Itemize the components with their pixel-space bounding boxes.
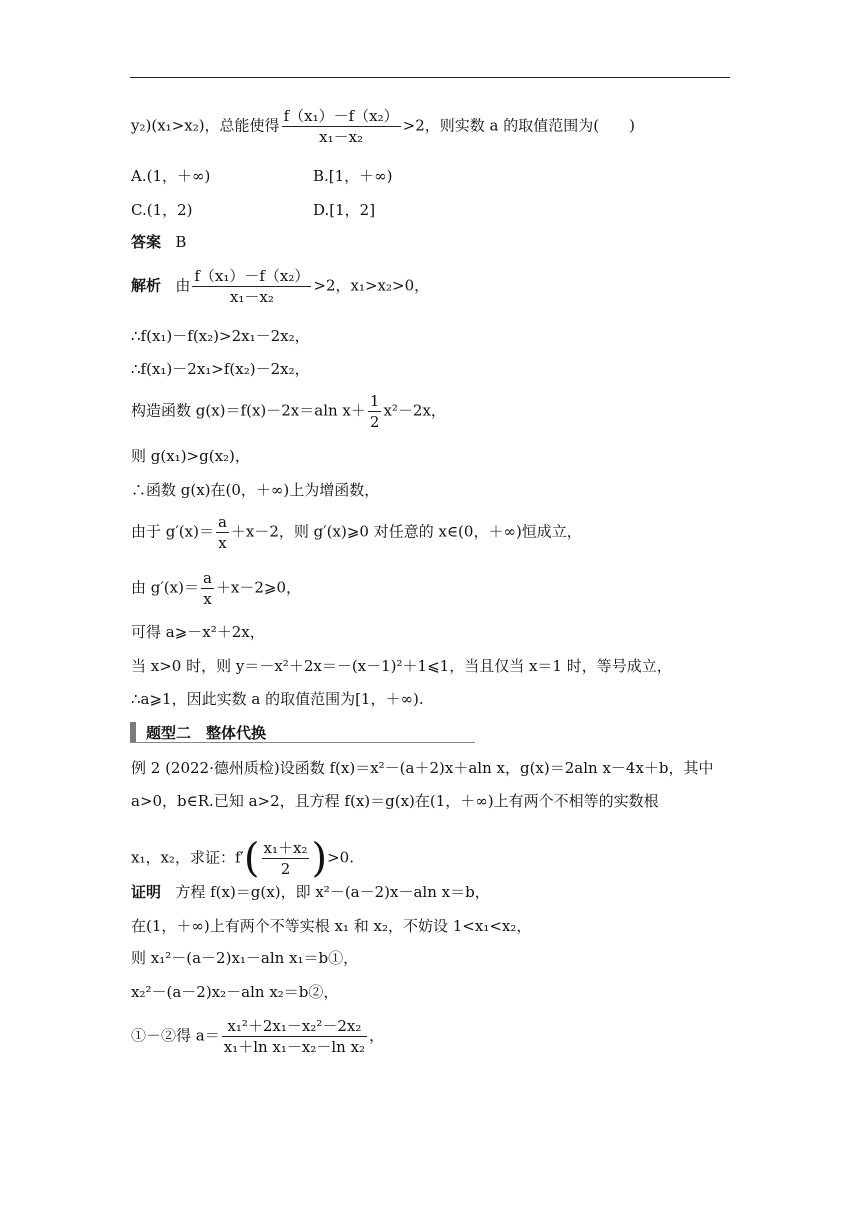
fraction-numerator: a	[202, 569, 212, 587]
left-paren: (	[243, 835, 260, 882]
header-rule	[130, 77, 730, 78]
section-title: 题型二 整体代换	[146, 724, 267, 742]
construct-line	[131, 391, 446, 432]
proof-line	[131, 1016, 384, 1057]
proof-fraction	[222, 1016, 367, 1057]
option-b: B.[1，＋∞)	[313, 167, 393, 185]
derivative-suffix: ＋x－2，则 g′(x)⩾0 对任意的 x∈(0，＋∞)恒成立，	[230, 522, 582, 541]
from-fraction	[201, 568, 214, 609]
construct-prefix: 构造函数 g(x)＝f(x)－2x＝aln x＋	[131, 401, 366, 420]
answer-line	[131, 232, 186, 252]
fraction-denominator: 2	[369, 413, 380, 431]
proof-suffix: ，	[369, 1026, 385, 1045]
proof-line: 在(1，＋∞)上有两个不等实根 x₁ 和 x₂，不妨设 1<x₁<x₂，	[131, 917, 532, 935]
answer-value: B	[175, 233, 187, 251]
from-prefix: 由 g′(x)＝	[131, 578, 199, 597]
example-fraction	[262, 838, 310, 879]
construct-suffix: x²－2x，	[383, 401, 446, 420]
fraction-numerator: a	[217, 513, 227, 531]
answer-label: 答案	[131, 233, 162, 251]
option-a: A.(1，＋∞)	[131, 167, 211, 185]
example-line: a>0，b∈R.已知 a>2，且方程 f(x)＝g(x)在(1，＋∞)上有两个不相等的实数根	[131, 792, 659, 810]
analysis-line: 可得 a⩾－x²＋2x，	[131, 623, 265, 641]
proof-line: x₂²－(a－2)x₂－aln x₂＝b②，	[131, 983, 339, 1001]
analysis-line: ∴f(x₁)－2x₁>f(x₂)－2x₂，	[131, 360, 310, 378]
fraction-denominator: x	[203, 590, 212, 608]
section-header	[130, 720, 475, 743]
option-c: C.(1，2)	[131, 201, 193, 219]
example-prefix: x₁，x₂，求证：f′	[131, 848, 244, 867]
option-d: D.[1，2]	[313, 201, 376, 219]
analysis-line: ∴函数 g(x)在(0，＋∞)上为增函数，	[131, 481, 380, 499]
derivative-line	[131, 512, 582, 553]
analysis-first-line	[131, 266, 429, 307]
proof-label: 证明	[131, 883, 162, 901]
fraction-numerator: x₁＋x₂	[263, 839, 308, 857]
problem-stem	[131, 106, 635, 147]
analysis-line: 则 g(x₁)>g(x₂)，	[131, 447, 250, 465]
analysis-tail: >2，x₁>x₂>0，	[313, 276, 430, 295]
right-paren: )	[311, 835, 328, 882]
from-derivative-line	[131, 568, 301, 609]
from-suffix: ＋x－2⩾0，	[215, 578, 302, 597]
proof-line: 则 x₁²－(a－2)x₁－aln x₁＝b①，	[131, 949, 359, 967]
example-line	[131, 835, 354, 882]
proof-line	[131, 882, 490, 902]
problem-fraction	[282, 106, 401, 147]
fraction-numerator: x₁²＋2x₁－x₂²－2x₂	[222, 1016, 367, 1037]
fraction-denominator: x₁＋ln x₁－x₂－ln x₂	[223, 1038, 366, 1056]
proof-prefix: ①－②得 a＝	[131, 1026, 220, 1045]
proof-text: 方程 f(x)＝g(x)，即 x²－(a－2)x－aln x＝b，	[175, 883, 490, 901]
analysis-lead: 由	[175, 276, 191, 295]
fraction-denominator: x	[218, 534, 227, 552]
analysis-fraction	[192, 266, 311, 307]
fraction-numerator: 1	[369, 392, 380, 410]
analysis-conclusion: ∴a⩾1，因此实数 a 的取值范围为[1，＋∞).	[131, 690, 424, 708]
example-suffix: >0.	[327, 848, 354, 867]
fraction-numerator: f（x₁）－f（x₂）	[194, 267, 310, 285]
analysis-label: 解析	[131, 276, 162, 295]
problem-stem-suffix: >2，则实数 a 的取值范围为( )	[402, 116, 635, 135]
construct-fraction	[368, 391, 382, 432]
fraction-denominator: x₁－x₂	[319, 128, 364, 146]
derivative-fraction	[216, 512, 229, 553]
fraction-denominator: x₁－x₂	[229, 288, 274, 306]
problem-stem-prefix: y₂)(x₁>x₂)，总能使得	[131, 116, 280, 135]
analysis-line: 当 x>0 时，则 y＝－x²＋2x＝－(x－1)²＋1⩽1，当且仅当 x＝1 时，等号成立，	[131, 657, 672, 675]
example-line: 例 2 (2022·德州质检)设函数 f(x)＝x²－(a＋2)x＋aln x，g(x)＝2aln x－4x＋b，其中	[131, 759, 714, 777]
derivative-prefix: 由于 g′(x)＝	[131, 522, 214, 541]
section-bar	[130, 722, 136, 742]
fraction-denominator: 2	[280, 860, 291, 878]
analysis-line: ∴f(x₁)－f(x₂)>2x₁－2x₂，	[131, 327, 310, 345]
fraction-numerator: f（x₁）－f（x₂）	[283, 107, 399, 125]
